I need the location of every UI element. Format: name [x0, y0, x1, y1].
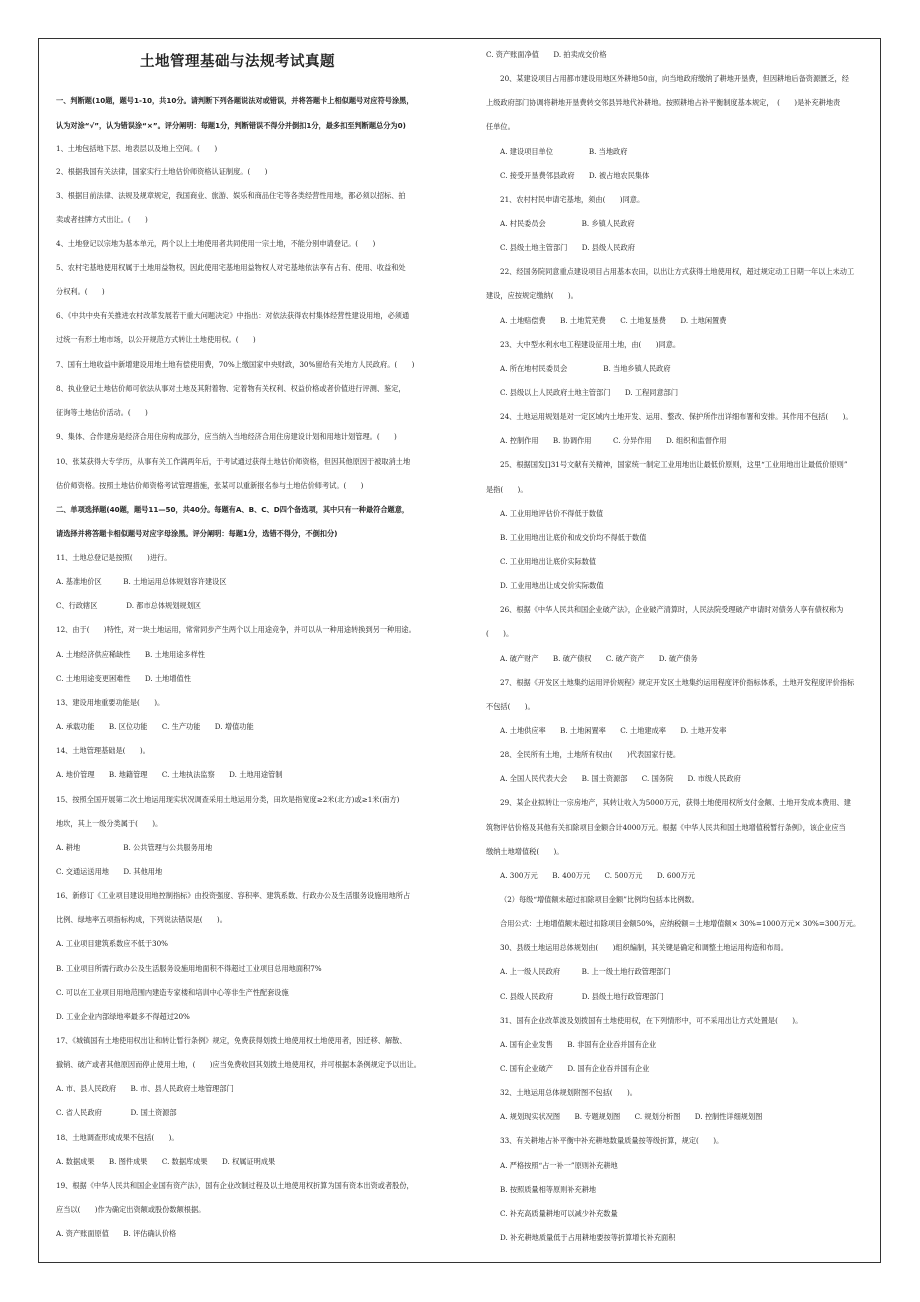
- left-text-line: A. 资产账面原值 B. 评估确认价格: [56, 1229, 177, 1238]
- right-text-line: 27、根据《开发区土地集约运用评价规程》规定开发区土地集约运用程度评价指标体系，土地开发程度评价指标: [500, 678, 855, 687]
- left-text-line: 二、单项选择题(40题，题号11—50，共40分。每题有A、B、C、D四个备选项，其中只有一种最符合题意，: [56, 505, 410, 514]
- left-text-line: 卖或者挂牌方式出让。( ): [56, 215, 148, 224]
- right-text-line: A. 村民委员会 B. 乡镇人民政府: [500, 219, 635, 228]
- left-text-line: B. 工业项目所需行政办公及生活服务设施用地面积不得超过工业项目总用地面积7%: [56, 964, 322, 973]
- right-text-line: A. 国有企业发售 B. 非国有企业吞并国有企业: [500, 1040, 657, 1049]
- left-column: [56, 0, 436, 1302]
- left-text-line: 3、根据目前法律、法规及规章规定，我国商业、旅游、娱乐和商品住宅等各类经营性用地，都必须以招标、拍: [56, 191, 406, 200]
- right-text-line: 上级政府部门协调将耕地开垦费转交邻县异地代补耕地。按照耕地占补平衡制度基本规定， ( )是补充耕地责: [486, 98, 841, 107]
- left-text-line: A. 地价管理 B. 地籍管理 C. 土地执法监察 D. 土地用途管制: [56, 770, 283, 779]
- right-text-line: 31、国有企业改革波及划拨国有土地使用权，在下列情形中，可不采用出让方式处置是( )。: [500, 1016, 803, 1025]
- left-text-line: A. 承载功能 B. 区位功能 C. 生产功能 D. 增值功能: [56, 722, 254, 731]
- right-text-line: A. 所在地村民委员会 B. 当地乡镇人民政府: [500, 364, 671, 373]
- left-text-line: 认为对涂“√”，认为错误涂“×”。评分阐明：每题1分，判断错误不得分并倒扣1分，最多扣至判断题总分为0): [56, 121, 406, 130]
- right-text-line: C. 国有企业破产 D. 国有企业吞并国有企业: [500, 1064, 650, 1073]
- left-text-line: A. 基准地价区 B. 土地运用总体规划容许建设区: [56, 577, 227, 586]
- left-text-line: A. 土地经济供应稀缺性 B. 土地用途多样性: [56, 650, 205, 659]
- left-text-line: C. 省人民政府 D. 国土资源部: [56, 1108, 177, 1117]
- left-text-line: 应当以( )作为确定出资额或股份数额根据。: [56, 1205, 206, 1214]
- right-text-line: 任单位。: [486, 122, 515, 131]
- right-text-line: 是指( )。: [486, 485, 528, 494]
- left-text-line: 7、国有土地收益中新增建设用地土地有偿使用费，70%上缴国家中央财政，30%留给有关地方人民政府。( ): [56, 360, 415, 369]
- left-text-line: C. 交通运送用地 D. 其他用地: [56, 867, 163, 876]
- left-text-line: 比例、绿地率五项指标构成，下列说法错误是( )。: [56, 915, 227, 924]
- left-text-line: 撤销、破产或者其他原因而停止使用土地，( )应当免费收回其划拨土地使用权，并可根据本条例规定予以出让。: [56, 1060, 421, 1069]
- right-text-line: A. 规划现实状况图 B. 专题规划图 C. 规划分析图 D. 控制性详细规划图: [500, 1112, 763, 1121]
- right-text-line: 28、全民所有土地，土地所有权由( )代表国家行使。: [500, 750, 681, 759]
- left-text-line: 14、土地管理基础是( )。: [56, 746, 150, 755]
- right-text-line: 不包括( )。: [486, 702, 535, 711]
- right-text-line: A. 全国人民代表大会 B. 国土资源部 C. 国务院 D. 市级人民政府: [500, 774, 741, 783]
- left-text-line: 8、执业登记土地估价师可依法从事对土地及其附着物、定着物有关权利、权益价格或者价值进行评测、鉴定，: [56, 384, 406, 393]
- right-text-line: B. 按照质量相等原则补充耕地: [500, 1185, 597, 1194]
- right-text-line: 24、土地运用规划是对一定区域内土地开发、运用、整改、保护所作出详细布署和安排。其作用不包括( )。: [500, 412, 853, 421]
- left-text-line: 13、建设用地重要功能是( )。: [56, 698, 165, 707]
- right-text-line: A. 300万元 B. 400万元 C. 500万元 D. 600万元: [500, 871, 696, 880]
- right-text-line: C. 县级土地主管部门 D. 县级人民政府: [500, 243, 635, 252]
- right-text-line: A. 土地赔偿费 B. 土地荒芜费 C. 土地复垦费 D. 土地闲置费: [500, 316, 727, 325]
- right-text-line: 33、有关耕地占补平衡中补充耕地数量质量按等级折算，规定( )。: [500, 1136, 724, 1145]
- right-text-line: C. 县级以上人民政府土地主管部门 D. 工程同意部门: [500, 388, 679, 397]
- left-text-line: 9、集体、合作建房是经济合用住房构成部分，应当纳入当地经济合用住房建设计划和用地计划管理。( ): [56, 432, 397, 441]
- left-text-line: 征询等土地估价活动。( ): [56, 408, 148, 417]
- right-text-line: 30、县级土地运用总体规划由( )组织编制，其关键是确定和调整土地运用构造和布局。: [500, 943, 788, 952]
- left-text-line: 18、土地调查形成成果不包括( )。: [56, 1133, 179, 1142]
- left-text-line: 2、根据我国有关法律，国家实行土地估价师资格认证制度。( ): [56, 167, 268, 176]
- left-text-line: 16、新修订《工业项目建设用地控制指标》由投资强度、容积率、建筑系数、行政办公及生活服务设施用地所占: [56, 891, 411, 900]
- left-text-line: 19、根据《中华人民共和国企业国有资产法》，国有企业改制过程及以土地使用权折算为国有资本出资或者股份，: [56, 1181, 414, 1190]
- right-text-line: A. 上一级人民政府 B. 上一级土地行政管理部门: [500, 967, 671, 976]
- right-text-line: A. 破产财产 B. 破产债权 C. 破产资产 D. 破产债务: [500, 654, 698, 663]
- left-text-line: A. 市、县人民政府 B. 市、县人民政府土地管理部门: [56, 1084, 234, 1093]
- right-text-line: 合用公式：土地增值额未超过扣除项目金额50%，应纳税额＝土地增值额× 30%=1000万元× 30%=300万元。: [500, 919, 861, 928]
- left-text-line: D. 工业企业内部绿地率最多不得超过20%: [56, 1012, 190, 1021]
- left-text-line: 6、《中共中央有关推进农村改革发展若干重大问题决定》中指出：对依法获得农村集体经营性建设用地，必须通: [56, 311, 410, 320]
- left-text-line: 4、土地登记以宗地为基本单元，两个以上土地使用者共同使用一宗土地，不能分别申请登记。( ): [56, 239, 376, 248]
- right-text-line: C. 资产账面净值 D. 拍卖成交价格: [486, 50, 607, 59]
- right-text-line: 缴纳土地增值税( )。: [486, 847, 564, 856]
- right-text-line: ( )。: [486, 629, 514, 638]
- right-text-line: 26、根据《中华人民共和国企业破产法》，企业破产清算时，人民法院受理破产申请时对债务人享有债权称为: [500, 605, 844, 614]
- right-text-line: B. 工业用地出让底价和成交价均不得低于数值: [500, 533, 647, 542]
- left-text-line: C. 土地用途变更困难性 D. 土地增值性: [56, 674, 191, 683]
- right-text-line: 22、经国务院同意重点建设项目占用基本农田，以出让方式获得土地使用权，超过规定动工日期一年以上未动工: [500, 267, 855, 276]
- right-text-line: 建设，应按规定缴纳( )。: [486, 291, 578, 300]
- right-text-line: 23、大中型水利水电工程建设征用土地，由( )同意。: [500, 340, 681, 349]
- right-text-line: 20、某建设项目占用都市建设用地区外耕地50亩，向当地政府缴纳了耕地开垦费，但因耕地后备资源匮乏，经: [500, 74, 849, 83]
- right-text-line: C. 县级人民政府 D. 县级土地行政管理部门: [500, 992, 664, 1001]
- left-text-line: A. 耕地 B. 公共管理与公共服务用地: [56, 843, 213, 852]
- right-text-line: C. 接受开垦费邻县政府 D. 被占地农民集体: [500, 171, 650, 180]
- left-text-line: 一、判断题(10题，题号1-10，共10分。请判断下列各题说法对或错误，并将答题卡上相似题号对应符号涂黑，: [56, 96, 414, 105]
- left-text-line: 估价师资格。按照土地估价师资格考试管理措施，张某可以重新报名参与土地估价师考试。( ): [56, 481, 364, 490]
- left-text-line: 地坎，其上一级分类属于( )。: [56, 819, 163, 828]
- right-text-line: A. 严格按照“占一补一”原则补充耕地: [500, 1161, 618, 1170]
- left-text-line: 17、《城镇国有土地使用权出让和转让暂行条例》规定，免费获得划拨土地使用权土地使用者，因迁移、解散、: [56, 1036, 407, 1045]
- left-text-line: 5、农村宅基地使用权属于土地用益物权，因此使用宅基地用益物权人对宅基地依法享有占有、使用、收益和处: [56, 263, 406, 272]
- right-text-line: D. 补充耕地质量低于占用耕地要按等折算增长补充面积: [500, 1233, 676, 1242]
- right-text-line: 筑物评估价格及其他有关扣除项目金额合计4000万元。根据《中华人民共和国土地增值税暂行条例》，该企业应当: [486, 823, 846, 832]
- left-text-line: 11、土地总登记是按照( )进行。: [56, 553, 172, 562]
- right-text-line: 25、根据国发[]31号文献有关精神，国家统一制定工业用地出让最低价原则，这里“工业用地出让最低价原则”: [500, 460, 848, 469]
- right-text-line: （2）每级“增值额未超过扣除项目金额”比例均包括本比例数。: [500, 895, 699, 904]
- right-text-line: D. 工业用地出让成交价实际数值: [500, 581, 604, 590]
- right-column: [486, 0, 882, 1302]
- right-text-line: A. 建设项目单位 B. 当地政府: [500, 147, 628, 156]
- left-text-line: A. 工业项目建筑系数应不低于30%: [56, 939, 168, 948]
- right-text-line: C. 工业用地出让底价实际数值: [500, 557, 597, 566]
- left-text-line: 分权利。( ): [56, 287, 105, 296]
- left-text-line: C、行政辖区 D. 都市总体规划规划区: [56, 601, 201, 610]
- left-text-line: 10、张某获得大专学历，从事有关工作满两年后，于考试通过获得土地估价师资格，但因其他原因于被取消土地: [56, 457, 411, 466]
- left-text-line: 12、由于( )特性，对一块土地运用，常常同步产生两个以上用途竞争，并可以从一种用途转换到另一种用途。: [56, 625, 416, 634]
- right-text-line: A. 控制作用 B. 协调作用 C. 分异作用 D. 组织和监督作用: [500, 436, 727, 445]
- right-text-line: C. 补充高质量耕地可以减少补充数量: [500, 1209, 618, 1218]
- right-text-line: A. 工业用地评估价不得低于数值: [500, 509, 604, 518]
- right-text-line: 32、土地运用总体规划附图不包括( )。: [500, 1088, 637, 1097]
- left-text-line: 1、土地包括地下层、地表层以及地上空间。( ): [56, 144, 218, 153]
- right-text-line: 21、农村村民申请宅基地，须由( )同意。: [500, 195, 645, 204]
- left-text-line: A. 数据成果 B. 图件成果 C. 数据库成果 D. 权属证明成果: [56, 1157, 276, 1166]
- right-text-line: A. 土地供应率 B. 土地闲置率 C. 土地建成率 D. 土地开发率: [500, 726, 727, 735]
- left-text-line: C. 可以在工业项目用地范围内建造专家楼和培训中心等非生产性配套设施: [56, 988, 289, 997]
- page-title: 土地管理基础与法规考试真题: [140, 54, 335, 70]
- right-text-line: 29、某企业拟转让一宗房地产，其转让收入为5000万元，获得土地使用权所支付金额、土地开发成本费用、建: [500, 798, 851, 807]
- left-text-line: 15、按照全国开展第二次土地运用现实状况调查采用土地运用分类，田坎是指宽度≥2米(北方)或≥1米(南方): [56, 795, 400, 804]
- left-text-line: 过统一有形土地市场，以公开规范方式转让土地使用权。( ): [56, 335, 256, 344]
- left-text-line: 请选择并将答题卡相似题号对应字母涂黑。评分阐明：每题1分，选错不得分，不倒扣分): [56, 529, 338, 538]
